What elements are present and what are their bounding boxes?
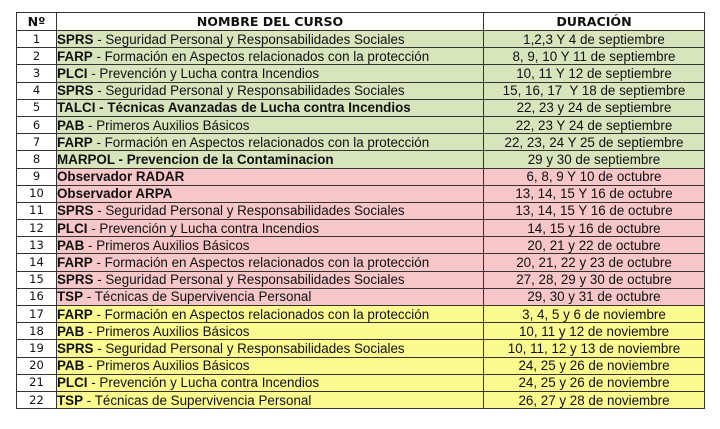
course-separator: -	[84, 323, 97, 339]
course-code: TSP	[57, 392, 84, 408]
course-name-cell	[57, 202, 484, 219]
table-row	[17, 254, 705, 271]
course-schedule-table	[16, 12, 705, 409]
course-duration: 8, 9, 10 Y 11 de septiembre	[484, 48, 705, 65]
course-name-cell	[57, 323, 484, 340]
row-number: 8	[17, 151, 57, 168]
course-title: Seguridad Personal y Responsabilidades Sociales	[105, 31, 405, 47]
course-code: FARP	[57, 306, 93, 322]
row-number: 3	[17, 65, 57, 82]
course-title: Formación en Aspectos relacionados con la protección	[104, 306, 430, 322]
row-number: 4	[17, 82, 57, 99]
row-number: 7	[17, 134, 57, 151]
course-separator: -	[87, 375, 100, 391]
course-name-cell	[57, 254, 484, 271]
table-row	[17, 48, 705, 65]
course-name-cell	[57, 237, 484, 254]
row-number: 13	[17, 237, 57, 254]
course-name-cell	[57, 185, 484, 202]
course-code: TALCI	[57, 100, 96, 116]
course-separator: -	[92, 48, 105, 64]
row-number: 22	[17, 391, 57, 408]
course-code: PLCI	[57, 65, 88, 81]
row-number: 14	[17, 254, 57, 271]
course-name-cell	[57, 306, 484, 323]
course-title: Formación en Aspectos relacionados con la protección	[104, 48, 430, 64]
table-row	[17, 340, 705, 357]
course-duration: 24, 25 y 26 de noviembre	[484, 374, 705, 391]
table-row	[17, 134, 705, 151]
course-separator: -	[92, 255, 105, 271]
course-duration: 10, 11 Y 12 de septiembre	[484, 65, 705, 82]
course-code: Observador RADAR	[57, 169, 185, 185]
row-number: 10	[17, 185, 57, 202]
row-number: 19	[17, 340, 57, 357]
course-duration: 14, 15 y 16 de octubre	[484, 220, 705, 237]
course-duration: 22, 23 Y 24 de septiembre	[484, 116, 705, 133]
row-number: 1	[17, 31, 57, 48]
header-num: Nº	[17, 13, 57, 31]
course-code: SPRS	[57, 83, 94, 99]
row-number: 15	[17, 271, 57, 288]
course-code: SPRS	[57, 31, 94, 47]
course-name-cell	[57, 288, 484, 305]
course-duration: 22, 23, 24 Y 25 de septiembre	[484, 134, 705, 151]
table-row	[17, 323, 705, 340]
course-title: Primeros Auxilios Básicos	[96, 117, 250, 133]
course-title: Seguridad Personal y Responsabilidades Sociales	[105, 340, 405, 356]
course-duration: 10, 11, 12 y 13 de noviembre	[484, 340, 705, 357]
course-title: Técnicas de Supervivencia Personal	[94, 289, 312, 305]
course-name-cell	[57, 340, 484, 357]
row-number: 20	[17, 357, 57, 374]
course-code: PLCI	[57, 220, 88, 236]
row-number: 6	[17, 116, 57, 133]
table-header-row	[17, 13, 705, 31]
course-duration: 29, 30 y 31 de octubre	[484, 288, 705, 305]
course-code: SPRS	[57, 340, 94, 356]
row-number: 9	[17, 168, 57, 185]
course-separator: -	[93, 340, 106, 356]
course-title: Seguridad Personal y Responsabilidades Sociales	[105, 203, 405, 219]
course-title: Prevención y Lucha contra Incendios	[99, 375, 320, 391]
course-name-cell	[57, 65, 484, 82]
course-code: PAB	[57, 323, 85, 339]
course-duration: 29 y 30 de septiembre	[484, 151, 705, 168]
course-separator: -	[83, 289, 95, 305]
course-duration: 24, 25 y 26 de noviembre	[484, 357, 705, 374]
course-duration: 13, 14, 15 Y 16 de octubre	[484, 185, 705, 202]
course-duration: 26, 27 y 28 de noviembre	[484, 391, 705, 408]
table-row	[17, 82, 705, 99]
course-duration: 3, 4, 5 y 6 de noviembre	[484, 306, 705, 323]
course-name-cell	[57, 82, 484, 99]
table-row	[17, 116, 705, 133]
table-row	[17, 220, 705, 237]
course-code: SPRS	[57, 272, 94, 288]
table-row	[17, 65, 705, 82]
course-duration: 13, 14, 15 Y 16 de octubre	[484, 202, 705, 219]
course-name-cell	[57, 48, 484, 65]
course-code: MARPOL	[57, 151, 115, 167]
row-number: 12	[17, 220, 57, 237]
table-row	[17, 31, 705, 48]
course-code: Observador ARPA	[57, 186, 173, 202]
course-code: PLCI	[57, 375, 88, 391]
course-separator: -	[93, 272, 106, 288]
row-number: 18	[17, 323, 57, 340]
course-duration: 10, 11 y 12 de noviembre	[484, 323, 705, 340]
course-title: Prevención y Lucha contra Incendios	[99, 65, 320, 81]
course-code: FARP	[57, 48, 93, 64]
course-title: Técnicas de Supervivencia Personal	[94, 392, 312, 408]
course-separator: -	[84, 117, 97, 133]
course-code: PAB	[57, 117, 85, 133]
course-separator: -	[93, 83, 106, 99]
row-number: 16	[17, 288, 57, 305]
row-number: 17	[17, 306, 57, 323]
course-code: FARP	[57, 134, 93, 150]
row-number: 21	[17, 374, 57, 391]
table-row	[17, 271, 705, 288]
course-separator: -	[84, 358, 97, 374]
course-name-cell	[57, 220, 484, 237]
table-body	[17, 31, 705, 409]
course-name-cell	[57, 151, 484, 168]
course-name-cell	[57, 374, 484, 391]
course-code: PAB	[57, 358, 85, 374]
course-name-cell	[57, 116, 484, 133]
table-row	[17, 185, 705, 202]
course-name-cell	[57, 271, 484, 288]
header-duration: DURACIÓN	[484, 13, 705, 31]
course-name-cell	[57, 31, 484, 48]
table-row	[17, 357, 705, 374]
row-number: 5	[17, 99, 57, 116]
course-code: PAB	[57, 237, 85, 253]
course-separator: -	[93, 203, 106, 219]
course-title: Primeros Auxilios Básicos	[96, 358, 250, 374]
row-number: 2	[17, 48, 57, 65]
course-name-cell	[57, 134, 484, 151]
course-duration: 27, 28, 29 y 30 de octubre	[484, 271, 705, 288]
course-title: Seguridad Personal y Responsabilidades Sociales	[105, 272, 405, 288]
course-duration: 15, 16, 17 Y 18 de septiembre	[484, 82, 705, 99]
table-row	[17, 237, 705, 254]
course-separator: -	[84, 237, 97, 253]
course-name-cell	[57, 99, 484, 116]
course-code: SPRS	[57, 203, 94, 219]
row-number: 11	[17, 202, 57, 219]
header-course-name: NOMBRE DEL CURSO	[57, 13, 484, 31]
course-title: Formación en Aspectos relacionados con la protección	[104, 255, 430, 271]
table-row	[17, 202, 705, 219]
course-separator: -	[92, 306, 105, 322]
table-row	[17, 306, 705, 323]
course-code: TSP	[57, 289, 84, 305]
course-title: Técnicas Avanzadas de Lucha contra Incendios	[107, 100, 411, 116]
course-title: Primeros Auxilios Básicos	[96, 323, 250, 339]
course-title: Formación en Aspectos relacionados con la protección	[104, 134, 430, 150]
course-name-cell	[57, 357, 484, 374]
table-row	[17, 168, 705, 185]
course-separator: -	[92, 134, 105, 150]
course-code: FARP	[57, 255, 93, 271]
course-duration: 22, 23 y 24 de septiembre	[484, 99, 705, 116]
course-title: Prevención y Lucha contra Incendios	[99, 220, 320, 236]
course-separator: -	[95, 100, 108, 116]
course-duration: 20, 21 y 22 de octubre	[484, 237, 705, 254]
course-name-cell	[57, 391, 484, 408]
course-separator: -	[87, 65, 100, 81]
table-row	[17, 151, 705, 168]
table-row	[17, 391, 705, 408]
table-row	[17, 374, 705, 391]
table-row	[17, 99, 705, 116]
table-row	[17, 288, 705, 305]
course-title: Primeros Auxilios Básicos	[96, 237, 250, 253]
course-separator: -	[114, 151, 127, 167]
course-duration: 1,2,3 Y 4 de septiembre	[484, 31, 705, 48]
course-duration: 6, 8, 9 Y 10 de octubre	[484, 168, 705, 185]
course-title: Prevencion de la Contaminacion	[126, 151, 334, 167]
course-separator: -	[93, 31, 106, 47]
course-title: Seguridad Personal y Responsabilidades Sociales	[105, 83, 405, 99]
course-separator: -	[87, 220, 100, 236]
course-separator: -	[83, 392, 95, 408]
course-duration: 20, 21, 22 y 23 de octubre	[484, 254, 705, 271]
course-name-cell	[57, 168, 484, 185]
